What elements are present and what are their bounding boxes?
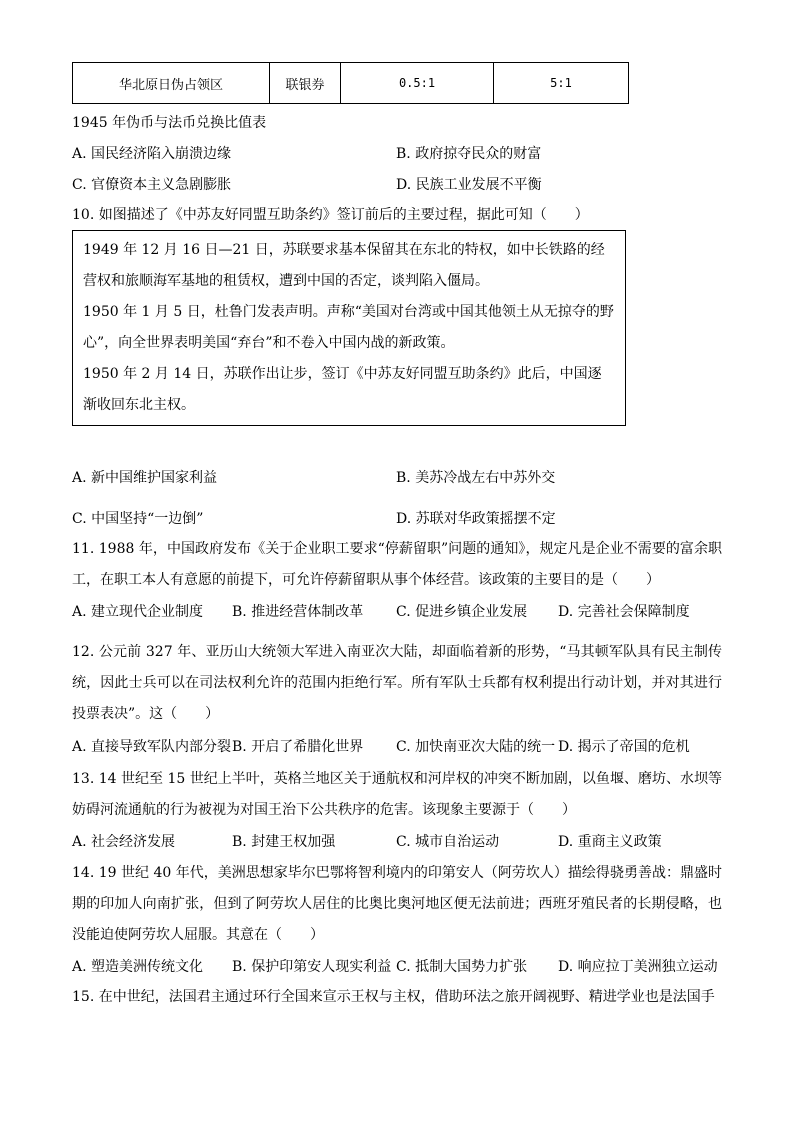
table-cell-market-rate: 5:1 — [494, 63, 629, 104]
q10-option-b[interactable]: B. 美苏冷战左右中苏外交 — [396, 470, 556, 486]
q10-option-d[interactable]: D. 苏联对华政策摇摆不定 — [396, 511, 556, 527]
q11-options-row — [72, 601, 732, 621]
q14-stem: 14. 19 世纪 40 年代，美洲思想家毕尔巴鄂将智利境内的印第安人（阿劳坎人）描绘得骁勇善战：鼎盛时期的印加人向南扩张，但到了阿劳坎人居住的比奥比奥河地区便无法前进；西班牙殖民者的长期侵略，也没能迫使阿劳坎人屈服。其意在（ ） — [72, 865, 722, 943]
q10-material-1: 1949 年 12 月 16 日—21 日，苏联要求基本保留其在东北的特权，如中长铁路的经营权和旅顺海军基地的租赁权，遭到中国的否定，谈判陷入僵局。 — [83, 242, 605, 289]
table-cell-currency: 联银券 — [270, 63, 341, 104]
q9-option-c[interactable]: C. 官僚资本主义急剧膨胀 — [72, 177, 232, 193]
q15-stem: 15. 在中世纪，法国君主通过环行全国来宣示王权与主权，借助环法之旅开阔视野、精进学业也是法国手 — [72, 989, 715, 1005]
q14-option-c[interactable]: C. 抵制大国势力扩张 — [396, 959, 528, 975]
q9-option-b[interactable]: B. 政府掠夺民众的财富 — [396, 146, 542, 162]
q9-option-a[interactable]: A. 国民经济陷入崩溃边缘 — [72, 146, 232, 162]
q9-options-row-2 — [72, 174, 732, 194]
q10-option-c[interactable]: C. 中国坚持“一边倒” — [72, 511, 204, 527]
q13-option-a[interactable]: A. 社会经济发展 — [72, 834, 176, 850]
q13-option-b[interactable]: B. 封建王权加强 — [232, 834, 336, 850]
q11-option-d[interactable]: D. 完善社会保障制度 — [558, 604, 690, 620]
q12-stem: 12. 公元前 327 年、亚历山大统领大军进入南亚次大陆，却面临着新的形势，“马其顿军队具有民主制传统，因此士兵可以在司法权利允许的范围内拒绝行军。所有军队士兵都有权利提出行动计划，并对其进行投票表决”。这（ ） — [72, 644, 722, 722]
q10-options-row-2 — [72, 508, 732, 528]
q10-options-row-1 — [72, 467, 732, 487]
exchange-rate-table — [72, 62, 629, 104]
q12-option-d[interactable]: D. 揭示了帝国的危机 — [558, 739, 690, 755]
q10-stem: 10. 如图描述了《中苏友好同盟互助条约》签订前后的主要过程，据此可知（ ） — [72, 207, 589, 223]
q12-option-c[interactable]: C. 加快南亚次大陆的统一 — [396, 739, 556, 755]
table-row — [73, 63, 629, 104]
q10-material-2: 1950 年 1 月 5 日，杜鲁门发表声明。声称“美国对台湾或中国其他领土从无掠夺的野心”，向全世界表明美国“弃台”和不卷入中国内战的新政策。 — [83, 304, 614, 351]
q13-option-c[interactable]: C. 城市自治运动 — [396, 834, 500, 850]
q11-option-a[interactable]: A. 建立现代企业制度 — [72, 604, 204, 620]
q14-option-a[interactable]: A. 塑造美洲传统文化 — [72, 959, 204, 975]
q10-material-box — [72, 230, 626, 426]
q10-option-a[interactable]: A. 新中国维护国家利益 — [72, 470, 218, 486]
q11-stem: 11. 1988 年，中国政府发布《关于企业职工要求“停薪留职”问题的通知》，规定凡是企业不需要的富余职工，在职工本人有意愿的前提下，可允许停薪留职从事个体经营。该政策的主要目的是（ ） — [72, 541, 722, 588]
q11-option-c[interactable]: C. 促进乡镇企业发展 — [396, 604, 528, 620]
q9-option-d[interactable]: D. 民族工业发展不平衡 — [396, 177, 542, 193]
q12-option-b[interactable]: B. 开启了希腊化世界 — [232, 739, 364, 755]
q13-option-d[interactable]: D. 重商主义政策 — [558, 834, 662, 850]
q13-stem: 13. 14 世纪至 15 世纪上半叶，英格兰地区关于通航权和河岸权的冲突不断加剧，以鱼堰、磨坊、水坝等妨碍河流通航的行为被视为对国王治下公共秩序的危害。该现象主要源于（ ） — [72, 771, 722, 818]
table-caption: 1945 年伪币与法币兑换比值表 — [72, 115, 267, 131]
q13-options-row — [72, 831, 732, 851]
q12-options-row — [72, 736, 732, 756]
q9-options-row-1 — [72, 143, 732, 163]
table-cell-official-rate: 0.5:1 — [341, 63, 494, 104]
table-cell-region: 华北原日伪占领区 — [73, 63, 270, 104]
q12-option-a[interactable]: A. 直接导致军队内部分裂 — [72, 739, 232, 755]
q14-options-row — [72, 956, 732, 976]
q14-option-d[interactable]: D. 响应拉丁美洲独立运动 — [558, 959, 718, 975]
q10-material-3: 1950 年 2 月 14 日，苏联作出让步，签订《中苏友好同盟互助条约》此后，中国逐渐收回东北主权。 — [83, 366, 602, 413]
q14-option-b[interactable]: B. 保护印第安人现实利益 — [232, 959, 392, 975]
q11-option-b[interactable]: B. 推进经营体制改革 — [232, 604, 364, 620]
